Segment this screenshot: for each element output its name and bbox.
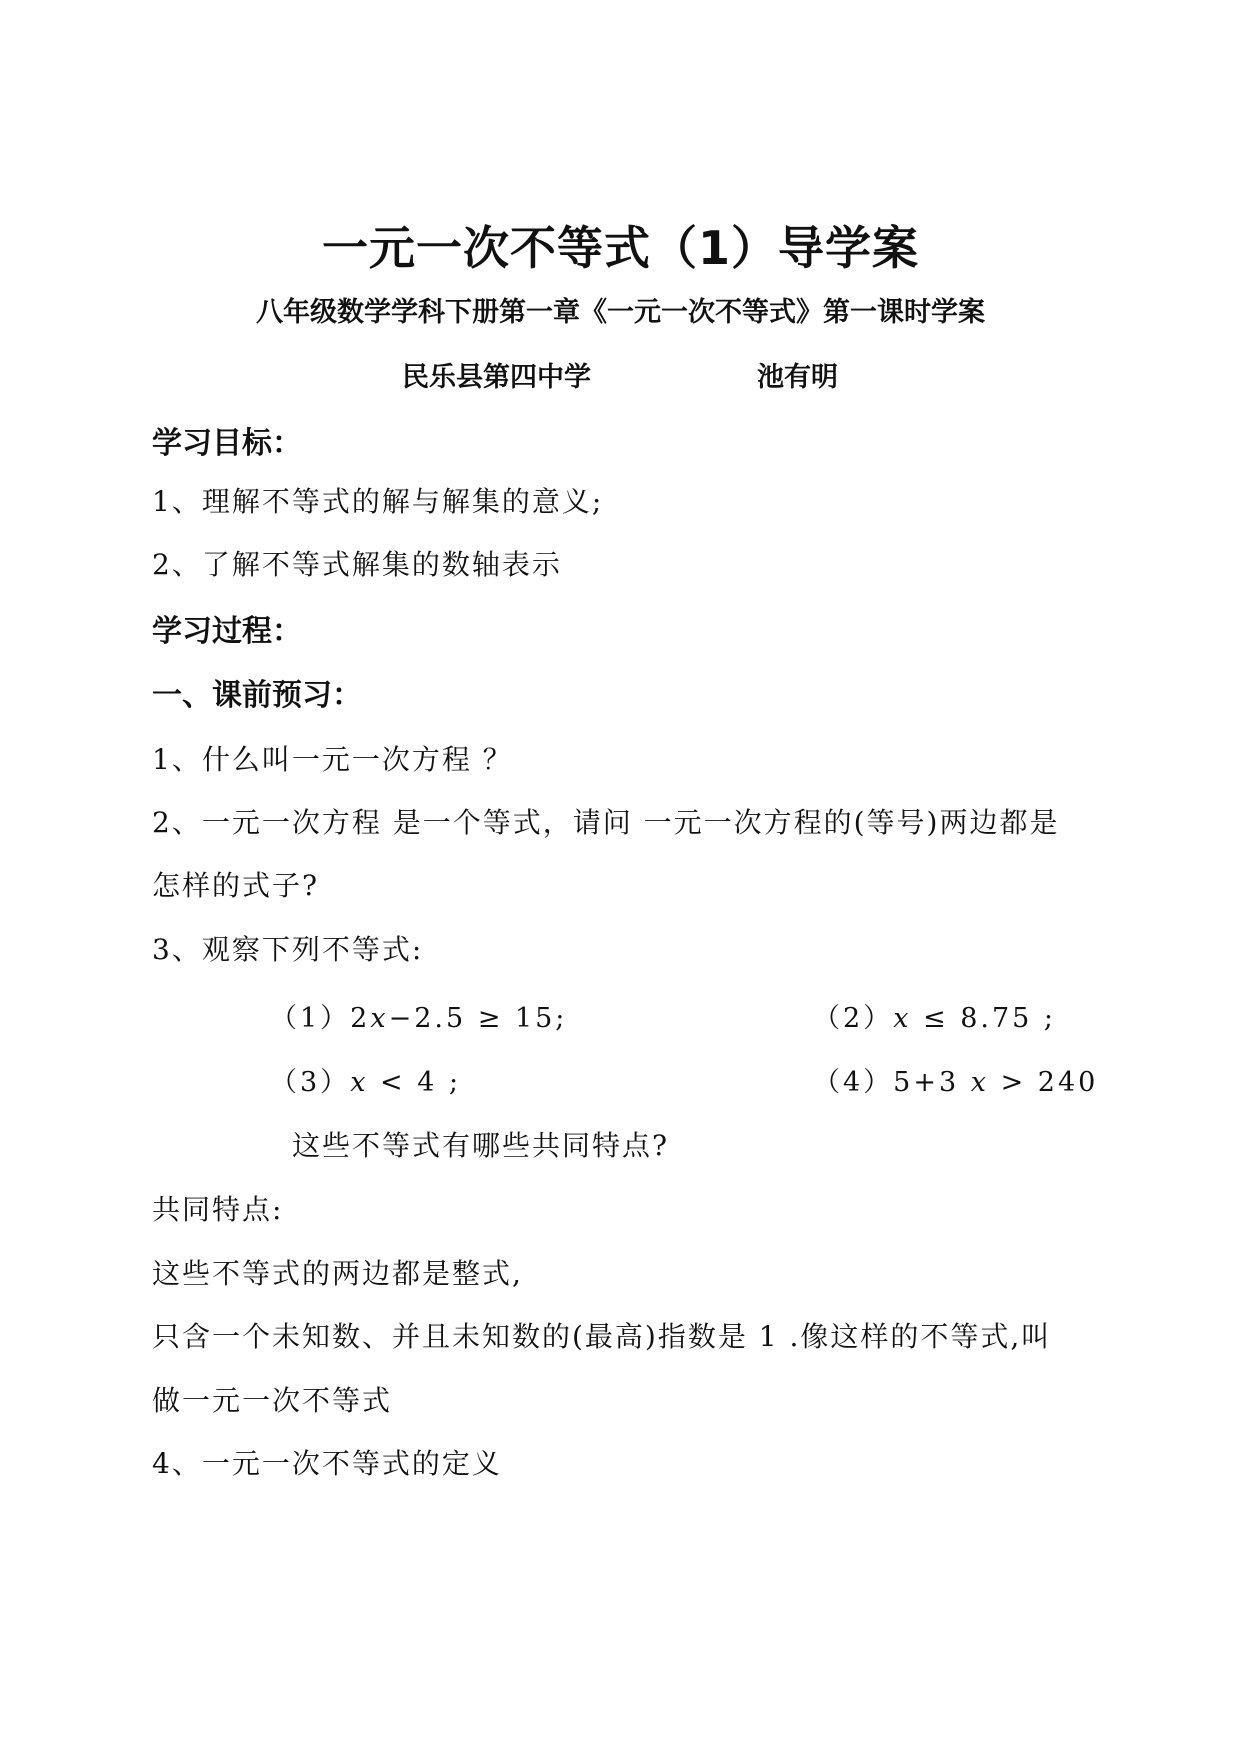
objectives-heading: 学习目标：: [152, 426, 302, 461]
inequality-2: （2）x ≤ 8.75 ;: [813, 1003, 1057, 1034]
question-1: 1、什么叫一元一次方程 ？: [152, 743, 513, 776]
question-2-line-2: 怎样的式子?: [152, 869, 320, 902]
inequality-1: （1）2x−2.5 ≥ 15;: [270, 1003, 568, 1034]
common-features-question: 这些不等式有哪些共同特点?: [292, 1129, 670, 1162]
inequality-3: （3）x < 4 ;: [270, 1067, 462, 1098]
subtitle: 八年级数学学科下册第一章《一元一次不等式》第一课时学案: [256, 297, 985, 328]
inequality-4: （4）5+3 x > 240: [813, 1067, 1099, 1098]
objective-item-2: 2、了解不等式解集的数轴表示: [152, 548, 562, 581]
author-school: 民乐县第四中学: [402, 362, 591, 393]
objective-item-1: 1、理解不等式的解与解集的意义;: [152, 485, 604, 518]
author-name: 池有明: [757, 362, 838, 393]
preview-heading: 一、课前预习：: [152, 678, 362, 713]
common-features-line-1: 这些不等式的两边都是整式,: [152, 1257, 523, 1290]
common-features-line-2: 只含一个未知数、并且未知数的(最高)指数是 1 .像这样的不等式,叫: [152, 1320, 1052, 1353]
page-title: 一元一次不等式（1）导学案: [321, 221, 919, 275]
common-features-line-3: 做一元一次不等式: [152, 1384, 393, 1417]
process-heading: 学习过程：: [152, 614, 302, 649]
question-4: 4、一元一次不等式的定义: [152, 1447, 502, 1480]
common-features-label: 共同特点:: [152, 1193, 284, 1226]
question-3: 3、观察下列不等式:: [152, 933, 424, 966]
question-2-line-1: 2、一元一次方程 是一个等式，请问 一元一次方程的(等号)两边都是: [152, 806, 1060, 839]
